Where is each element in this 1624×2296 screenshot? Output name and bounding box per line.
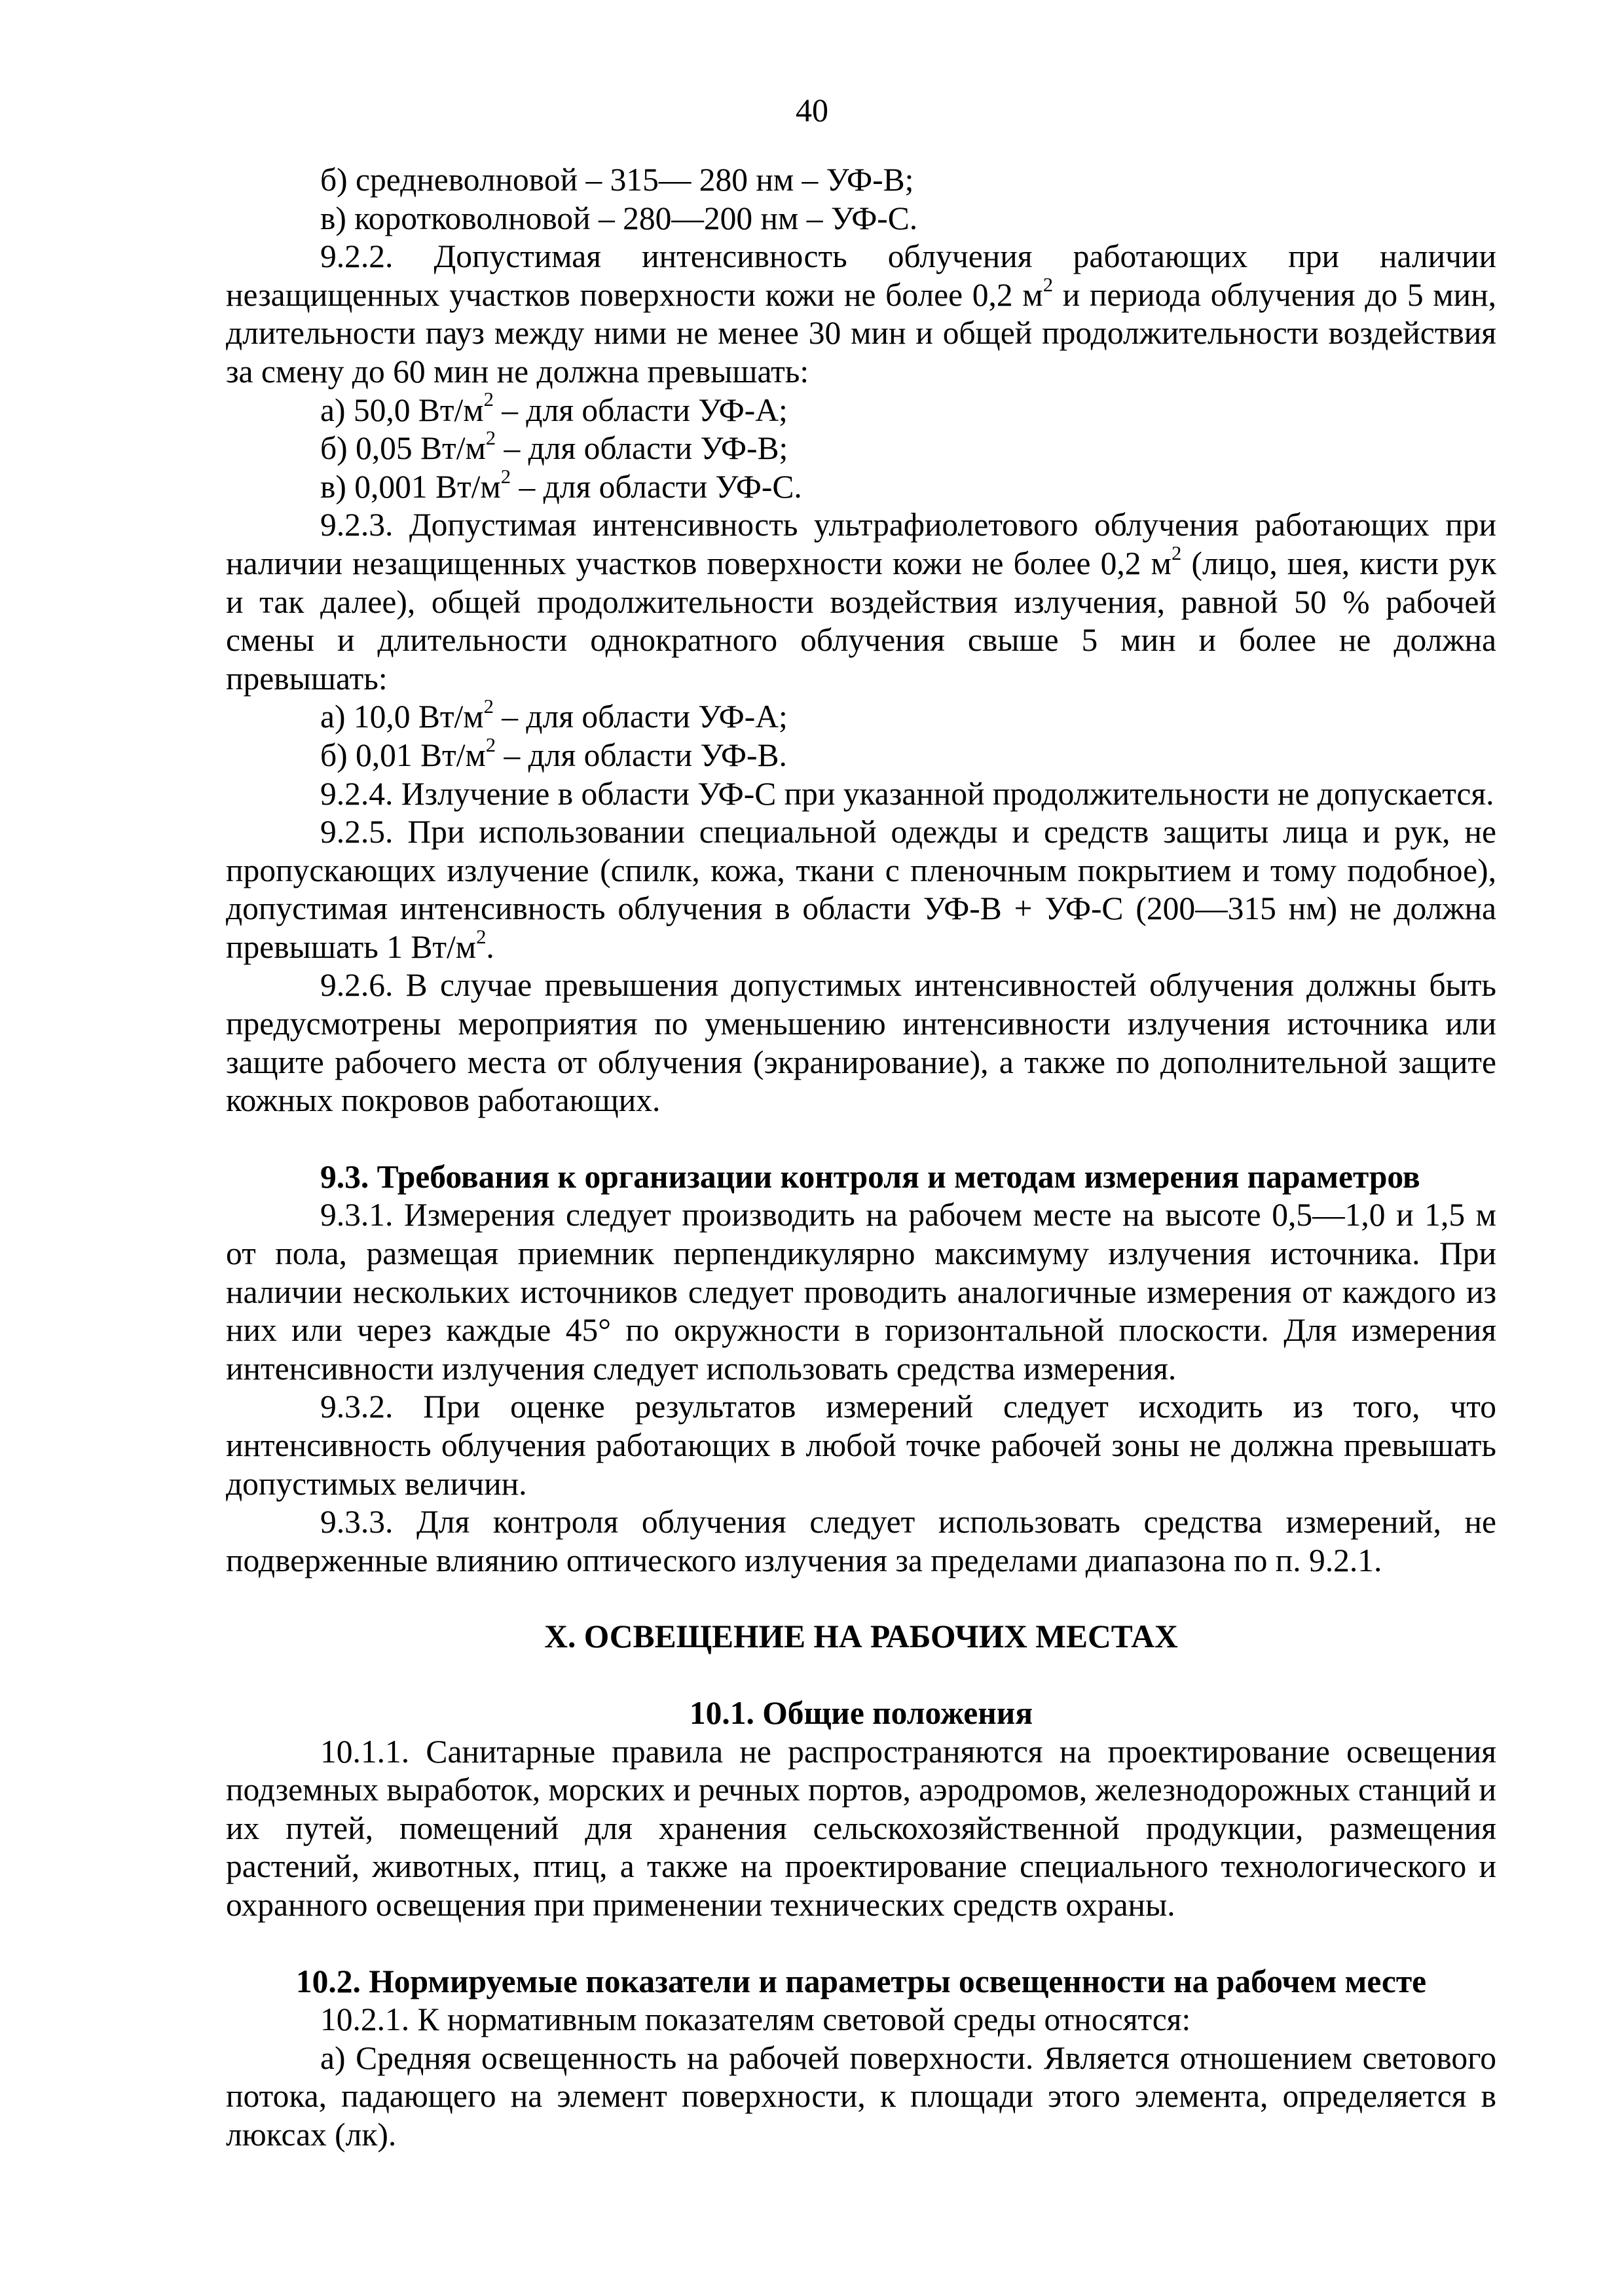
paragraph-9-2-4: 9.2.4. Излучение в области УФ-С при указанной продолжительности не допускается. — [320, 775, 1494, 812]
list-item — [226, 429, 1496, 468]
paragraph-9-2-2 — [226, 238, 1496, 391]
paragraph-text: (лицо, шея, кисти рук и так далее), общей продолжительности воздействия излучения, равной 50 % рабочей смены и длительности однократного облучения свыше 5 мин и более не должна превышать: — [226, 545, 1496, 697]
paragraph-text: 9.2.5. При использовании специальной одежды и средств защиты лица и рук, не пропускающих излучение (спилк, кожа, ткани с пленочным покрытием и тому подобное), допустимая интенсивность облучения в области УФ-В + УФ-С (200—315 нм) не должна превышать 1 Вт/м — [226, 814, 1496, 965]
item-text: – для области УФ-С. — [511, 468, 802, 505]
item-text: – для области УФ-А; — [493, 699, 788, 735]
superscript: 2 — [1043, 273, 1054, 296]
item-value: а) 10,0 Вт/м — [320, 699, 484, 735]
paragraph-9-2-5 — [226, 813, 1496, 966]
paragraph-9-3-2: 9.3.2. При оценке результатов измерений следует исходить из того, что интенсивность облучения работающих в любой точке рабочей зоны не должна превышать допустимых величин. — [226, 1389, 1496, 1502]
paragraph-10-2-1: 10.2.1. К нормативным показателям световой среды относятся: — [320, 2001, 1191, 2038]
item-value: б) 0,05 Вт/м — [320, 430, 486, 467]
item-text: – для области УФ-А; — [493, 392, 788, 428]
item-9-2-1-b: б) средневолновой – 315— 280 нм – УФ-В; — [320, 162, 914, 198]
list-item — [226, 388, 1496, 430]
paragraph-9-3-1: 9.3.1. Измерения следует производить на рабочем месте на высоте 0,5—1,0 и 1,5 м от пола, размещая приемник перпендикулярно максимуму излучения источника. При наличии нескольких источников следует проводить аналогичные измерения от каждого из них или через каждые 45° по окружности в горизонтальной плоскости. Для измерения интенсивности излучения следует использовать средства измерения. — [226, 1197, 1496, 1387]
paragraph-10-2-1-a: а) Средняя освещенность на рабочей поверхности. Является отношением светового потока, падающего на элемент поверхности, к площади этого элемента, определяется в люксах (лк). — [226, 2039, 1496, 2153]
superscript: 2 — [500, 465, 511, 488]
page-number: 40 — [796, 92, 828, 128]
section-heading-10-2: 10.2. Нормируемые показатели и параметры освещенности на рабочем месте — [295, 1963, 1427, 1999]
item-value: в) 0,001 Вт/м — [320, 468, 501, 505]
superscript: 2 — [1172, 541, 1182, 564]
section-heading-9-3: 9.3. Требования к организации контроля и методам измерения параметров — [320, 1158, 1420, 1195]
item-text: – для области УФ-В. — [496, 737, 787, 773]
list-item — [226, 695, 1496, 737]
item-text: – для области УФ-В; — [496, 430, 788, 467]
paragraph-text: 9.2.3. Допустимая интенсивность ультрафиолетового облучения работающих при наличии незащищенных участков поверхности кожи не более 0,2 м — [226, 507, 1496, 581]
paragraph-9-2-6: 9.2.6. В случае превышения допустимых интенсивностей облучения должны быть предусмотрены мероприятия по уменьшению интенсивности излучения источника или защите рабочего места от облучения (экранирование), а также по дополнительной защите кожных покровов работающих. — [226, 967, 1496, 1119]
paragraph-text: 9.2.2. Допустимая интенсивность облучения работающих при наличии незащищенных участков поверхности кожи не более 0,2 м — [226, 238, 1496, 313]
section-heading-10-1: 10.1. Общие положения — [689, 1694, 1033, 1731]
paragraph-10-1-1: 10.1.1. Санитарные правила не распространяются на проектирование освещения подземных выработок, морских и речных портов, аэродромов, железнодорожных станций и их путей, помещений для хранения сельскохозяйственной продукции, размещения растений, животных, птиц, а также на проектирование специального технологического и охранного освещения при применении технических средств охраны. — [226, 1733, 1496, 1923]
item-value: а) 50,0 Вт/м — [320, 392, 484, 428]
superscript: 2 — [483, 388, 494, 411]
list-item — [226, 465, 1496, 507]
paragraph-9-3-3: 9.3.3. Для контроля облучения следует использовать средства измерений, не подверженные влиянию оптического излучения за пределами диапазона по п. 9.2.1. — [226, 1504, 1496, 1578]
paragraph-text: . — [486, 928, 494, 965]
page-content — [226, 161, 1496, 2155]
paragraph-9-2-3 — [226, 506, 1496, 698]
item-value: б) 0,01 Вт/м — [320, 737, 486, 773]
superscript: 2 — [476, 925, 487, 948]
superscript: 2 — [485, 733, 496, 756]
paragraph-text: и периода облучения до 5 мин, длительности пауз между ними не менее 30 мин и общей продолжительности воздействия за смену до 60 мин не должна превышать: — [226, 276, 1496, 390]
superscript: 2 — [483, 695, 494, 718]
item-9-2-1-v: в) коротковолновой – 280—200 нм – УФ-С. — [320, 200, 918, 236]
list-item — [226, 733, 1496, 775]
chapter-heading-x: X. ОСВЕЩЕНИЕ НА РАБОЧИХ МЕСТАХ — [544, 1618, 1178, 1655]
superscript: 2 — [485, 427, 496, 450]
